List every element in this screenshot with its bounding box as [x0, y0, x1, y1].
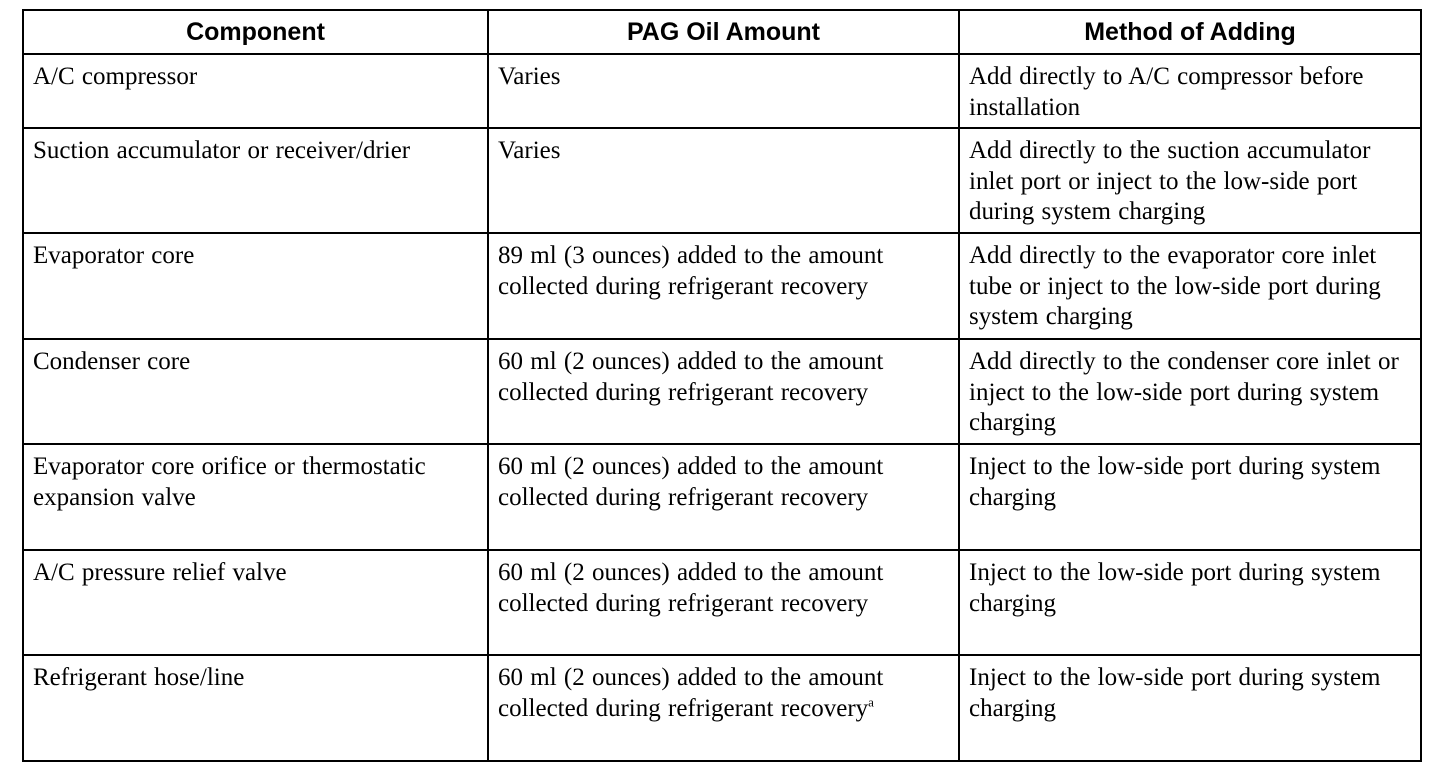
cell-amount: Varies — [488, 128, 959, 233]
cell-amount: 60 ml (2 ounces) added to the amount collected during refrigerant recovery — [488, 550, 959, 655]
cell-amount: 60 ml (2 ounces) added to the amount collected during refrigerant recovery — [488, 339, 959, 444]
cell-amount-text: 60 ml (2 ounces) added to the amount collected during refrigerant recovery — [498, 664, 884, 722]
cell-component: Evaporator core — [23, 233, 488, 339]
cell-method: Inject to the low-side port during system charging — [959, 655, 1421, 761]
pag-oil-table — [22, 9, 1422, 762]
table-header — [23, 10, 1421, 54]
cell-method: Inject to the low-side port during system charging — [959, 550, 1421, 655]
table-row — [23, 233, 1421, 339]
header-pag-oil-amount: PAG Oil Amount — [488, 10, 959, 54]
cell-amount: 89 ml (3 ounces) added to the amount collected during refrigerant recovery — [488, 233, 959, 339]
cell-component: A/C compressor — [23, 54, 488, 128]
cell-amount — [488, 655, 959, 761]
cell-component: Suction accumulator or receiver/drier — [23, 128, 488, 233]
cell-component: Evaporator core orifice or thermostatic expansion valve — [23, 444, 488, 550]
table-row — [23, 128, 1421, 233]
cell-component: Refrigerant hose/line — [23, 655, 488, 761]
cell-component: A/C pressure relief valve — [23, 550, 488, 655]
cell-amount: Varies — [488, 54, 959, 128]
header-method-of-adding: Method of Adding — [959, 10, 1421, 54]
header-row — [23, 10, 1421, 54]
cell-amount: 60 ml (2 ounces) added to the amount collected during refrigerant recovery — [488, 444, 959, 550]
table-row — [23, 655, 1421, 761]
footnote-marker: a — [868, 694, 874, 710]
cell-method: Add directly to the evaporator core inlet tube or inject to the low-side port during system charging — [959, 233, 1421, 339]
cell-component: Condenser core — [23, 339, 488, 444]
table-row — [23, 550, 1421, 655]
cell-method: Add directly to the condenser core inlet or inject to the low-side port during system charging — [959, 339, 1421, 444]
table-row — [23, 339, 1421, 444]
cell-method: Add directly to the suction accumulator inlet port or inject to the low-side port during system charging — [959, 128, 1421, 233]
table-row — [23, 54, 1421, 128]
table-body — [23, 54, 1421, 761]
cell-method: Add directly to A/C compressor before installation — [959, 54, 1421, 128]
table-row — [23, 444, 1421, 550]
header-component: Component — [23, 10, 488, 54]
cell-method: Inject to the low-side port during system charging — [959, 444, 1421, 550]
